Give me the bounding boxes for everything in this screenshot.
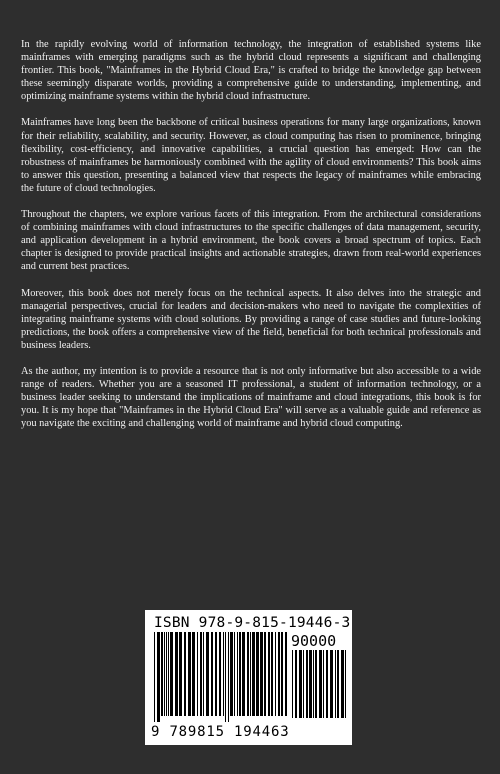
barcode-bar bbox=[223, 632, 224, 716]
price-code: 90000 bbox=[291, 632, 337, 650]
blurb-paragraph-1: In the rapidly evolving world of information technology, the integration of established systems like mainframes with emerging paradigms such as the hybrid cloud represents a significant and challenging frontier. This book, "Mainframes in the Hybrid Cloud Era," is crafted to bridge the knowledge gap between these seemingly disparate worlds, providing a comprehensive guide to understanding, implementing, and optimizing mainframe systems within the hybrid cloud infrastructure. bbox=[21, 39, 481, 103]
blurb-paragraph-2: Mainframes have long been the backbone of critical business operations for many large organizations, known for their reliability, scalability, and security. However, as cloud computing has risen to prominence, bringing flexibility, cost-efficiency, and innovative capabilities, a crucial question has emerged: How can the robustness of mainframes be harmoniously combined with the agility of cloud environments? This book aims to answer this question, presenting a balanced view that respects the legacy of mainframes while embracing the future of cloud technologies. bbox=[21, 117, 481, 194]
barcode-bar bbox=[264, 632, 266, 716]
barcode-bar bbox=[188, 632, 191, 716]
barcode-bar bbox=[206, 632, 209, 716]
barcode-bar bbox=[326, 650, 328, 718]
barcode-bar bbox=[285, 632, 287, 716]
barcode-bar bbox=[278, 632, 280, 716]
barcode-bar bbox=[179, 632, 182, 716]
barcode-bar bbox=[341, 650, 344, 718]
barcode-bar bbox=[154, 632, 155, 722]
barcode-bar bbox=[170, 632, 173, 716]
barcode-bar bbox=[225, 632, 226, 722]
barcode-bar bbox=[303, 650, 304, 718]
barcode-bar bbox=[252, 632, 255, 716]
barcode-bar bbox=[330, 650, 333, 718]
barcode-bar bbox=[315, 650, 317, 718]
barcode-bar bbox=[268, 632, 270, 716]
barcode-bar bbox=[228, 632, 229, 722]
barcode-bar bbox=[260, 632, 263, 716]
barcode-bar bbox=[234, 632, 235, 716]
ean-digits: 9 789815 194463 bbox=[151, 724, 290, 740]
barcode-bar bbox=[337, 650, 339, 718]
barcode-bar bbox=[250, 632, 251, 716]
barcode-bar bbox=[306, 650, 308, 718]
barcode-bar bbox=[230, 632, 233, 716]
barcode-bar bbox=[271, 632, 273, 716]
barcode-bar bbox=[309, 650, 312, 718]
barcode-bar bbox=[247, 632, 249, 716]
barcode-bar bbox=[345, 650, 346, 718]
barcode-bar bbox=[219, 632, 221, 716]
barcode-bar bbox=[281, 632, 283, 716]
barcode-bar bbox=[239, 632, 241, 716]
blurb-paragraph-3: Throughout the chapters, we explore various facets of this integration. From the architectural considerations of combining mainframes with cloud infrastructures to the specific challenges of data management, security, and application development in a hybrid environment, the book covers a broad spectrum of topics. Each chapter is designed to provide practical insights and actionable strategies, drawn from real-world experiences and current best practices. bbox=[21, 209, 481, 273]
barcode-bar bbox=[168, 632, 169, 716]
barcode-bar bbox=[242, 632, 245, 716]
barcode-bar bbox=[335, 650, 336, 718]
barcode-bar bbox=[215, 632, 217, 716]
barcode-bar bbox=[157, 632, 160, 722]
ean13-bars bbox=[153, 632, 287, 724]
barcode-bar bbox=[200, 632, 202, 716]
barcode-bar bbox=[237, 632, 238, 716]
barcode-bar bbox=[319, 650, 322, 718]
barcode-bar bbox=[313, 650, 314, 718]
barcode-bar bbox=[323, 650, 324, 718]
barcode-bar bbox=[211, 632, 213, 716]
blurb-text bbox=[21, 38, 481, 443]
barcode-bar bbox=[292, 650, 293, 718]
barcode-bar bbox=[161, 632, 163, 716]
barcode-bar bbox=[203, 632, 204, 716]
barcode-bar bbox=[175, 632, 178, 716]
barcode-bar bbox=[184, 632, 186, 716]
barcode-bar bbox=[197, 632, 198, 716]
barcode-bar bbox=[299, 650, 302, 718]
barcode-bar bbox=[256, 632, 259, 716]
barcode-bar bbox=[295, 650, 297, 718]
barcode-bar bbox=[164, 632, 165, 716]
barcode-bar bbox=[275, 632, 276, 716]
isbn-label: ISBN 978-9-815-19446-3 bbox=[154, 615, 351, 631]
barcode-bar bbox=[166, 632, 167, 716]
blurb-paragraph-5: As the author, my intention is to provide a resource that is not only informative but also accessible to a wide range of readers. Whether you are a seasoned IT professional, a student of information technology, or a business leader seeking to understand the implications of mainframe and cloud integrations, this book is for you. It is my hope that "Mainframes in the Hybrid Cloud Era" will serve as a valuable guide and reference as you navigate the exciting and challenging world of mainframe and hybrid cloud computing. bbox=[21, 365, 481, 430]
addon-bars bbox=[291, 650, 347, 724]
isbn-barcode bbox=[145, 610, 352, 745]
blurb-paragraph-4: Moreover, this book does not merely focus on the technical aspects. It also delves into the strategic and managerial perspectives, crucial for leaders and decision-makers who need to navigate the complexities of integrating mainframe systems with cloud solutions. By providing a range of case studies and future-looking predictions, the book offers a comprehensive view of the field, beneficial for both technical professionals and business leaders. bbox=[21, 287, 481, 351]
barcode-bar bbox=[192, 632, 195, 716]
